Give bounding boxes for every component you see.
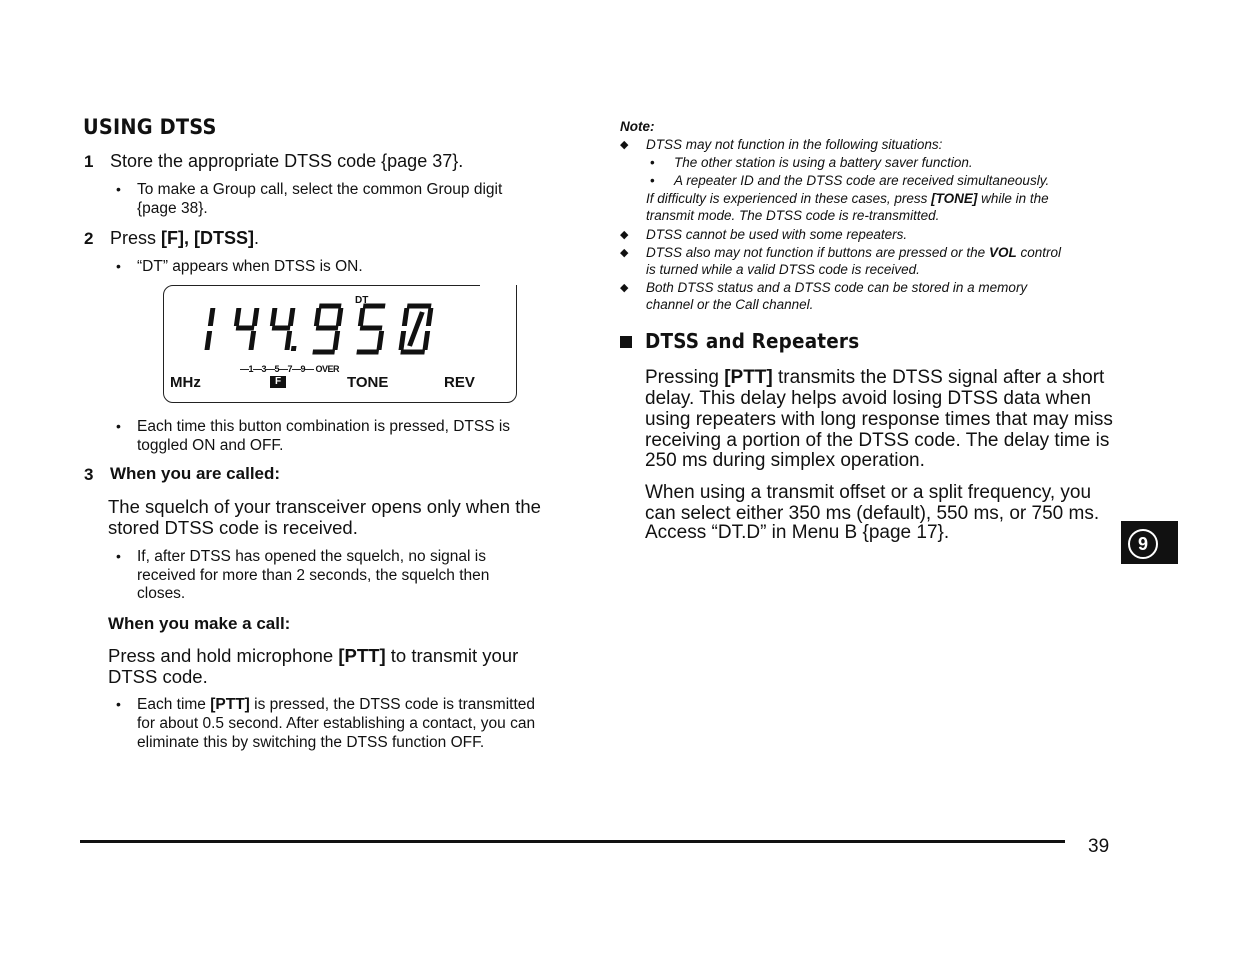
called-bullet-line-3: closes. [137, 585, 186, 602]
note-4-line-2: channel or the Call channel. [646, 297, 814, 312]
step-number-3: 3 [84, 465, 94, 484]
repeaters-para-1-line-3: using repeaters with long response times that may miss [645, 409, 1113, 430]
section-title-using-dtss: USING DTSS [83, 115, 217, 139]
step-1-bullet-line-1: To make a Group call, select the common Group digit [137, 181, 503, 198]
bullet-dot: • [116, 258, 121, 274]
repeaters-para-2-line-1: When using a transmit offset or a split frequency, you [645, 482, 1092, 503]
footer-rule [80, 840, 1065, 843]
note-3-line-1: DTSS also may not function if buttons are pressed or the VOL control [646, 245, 1061, 260]
repeaters-para-2-line-3: Access “DT.D” in Menu B {page 17}. [645, 522, 950, 543]
step-1-bullet-line-2: {page 38}. [137, 200, 208, 217]
repeaters-para-2-line-2: can select either 350 ms (default), 550 ms, or 750 ms. [645, 503, 1100, 524]
bullet-dot: • [116, 181, 121, 197]
make-call-body-line-2: DTSS code. [108, 666, 208, 687]
lcd-tone-label: TONE [347, 374, 389, 391]
chapter-tab [1121, 521, 1178, 564]
section-square-icon [620, 336, 632, 348]
section-title-dtss-repeaters: DTSS and Repeaters [645, 329, 860, 353]
called-bullet-line-1: If, after DTSS has opened the squelch, no signal is [137, 548, 486, 565]
page-number: 39 [1088, 836, 1110, 857]
note-1-sub-1: The other station is using a battery saver function. [674, 155, 973, 170]
repeaters-para-1-line-5: 250 ms during simplex operation. [645, 450, 925, 471]
repeaters-para-1-line-4: receiving a portion of the DTSS code. The delay time is [645, 430, 1110, 451]
toggle-bullet-line-2: toggled ON and OFF. [137, 437, 284, 454]
lcd-frequency-digits [196, 300, 456, 360]
called-body-line-1: The squelch of your transceiver opens only when the [108, 496, 541, 517]
lcd-rev-label: REV [444, 374, 475, 391]
lcd-f-indicator: F [270, 376, 286, 388]
note-label: Note: [620, 119, 655, 134]
diamond-bullet: ◆ [620, 139, 629, 151]
repeaters-para-1-line-2: delay. This delay helps avoid losing DTSS data when [645, 388, 1092, 409]
note-1-extra-line-2: transmit mode. The DTSS code is re-transmitted. [646, 208, 940, 223]
step-2-text: Press [F], [DTSS]. [110, 228, 260, 248]
bullet-dot: • [116, 418, 121, 434]
lcd-s-meter-scale: —1—3—5—7—9— OVER [240, 364, 340, 374]
make-call-bullet-line-3: eliminate this by switching the DTSS function OFF. [137, 734, 485, 751]
bullet-dot: • [116, 548, 121, 564]
diamond-bullet: ◆ [620, 282, 629, 294]
diamond-bullet: ◆ [620, 247, 629, 259]
note-2: DTSS cannot be used with some repeaters. [646, 227, 908, 242]
step-2-bullet: “DT” appears when DTSS is ON. [137, 258, 363, 275]
step-1-text: Store the appropriate DTSS code {page 37}. [110, 151, 464, 171]
chapter-number: 9 [1128, 529, 1158, 559]
note-4-line-1: Both DTSS status and a DTSS code can be stored in a memory [646, 280, 1028, 295]
bullet-dot: • [650, 155, 655, 170]
bullet-dot: • [116, 696, 121, 712]
toggle-bullet-line-1: Each time this button combination is pressed, DTSS is [137, 418, 511, 435]
make-call-bullet-line-1: Each time [PTT] is pressed, the DTSS code is transmitted [137, 696, 535, 713]
step-number-2: 2 [84, 229, 94, 248]
diamond-bullet: ◆ [620, 229, 629, 241]
bullet-dot: • [650, 173, 655, 188]
lcd-mhz-label: MHz [170, 374, 201, 391]
make-call-body-line-1: Press and hold microphone [PTT] to transmit your [108, 645, 519, 666]
lcd-dt-indicator: DT [355, 295, 369, 306]
step-number-1: 1 [84, 152, 94, 171]
note-1-sub-2: A repeater ID and the DTSS code are received simultaneously. [674, 173, 1050, 188]
lcd-display-corner [480, 285, 516, 303]
called-body-line-2: stored DTSS code is received. [108, 517, 358, 538]
make-call-bullet-line-2: for about 0.5 second. After establishing a contact, you can [137, 715, 536, 732]
note-3-line-2: is turned while a valid DTSS code is received. [646, 262, 920, 277]
called-bullet-line-2: received for more than 2 seconds, the squelch then [137, 567, 490, 584]
note-1-extra-line-1: If difficulty is experienced in these cases, press [TONE] while in the [646, 191, 1049, 206]
note-1: DTSS may not function in the following situations: [646, 137, 943, 152]
when-called-heading: When you are called: [110, 464, 281, 483]
repeaters-para-1-line-1: Pressing [PTT] transmits the DTSS signal after a short [645, 367, 1105, 388]
make-call-heading: When you make a call: [108, 614, 291, 633]
